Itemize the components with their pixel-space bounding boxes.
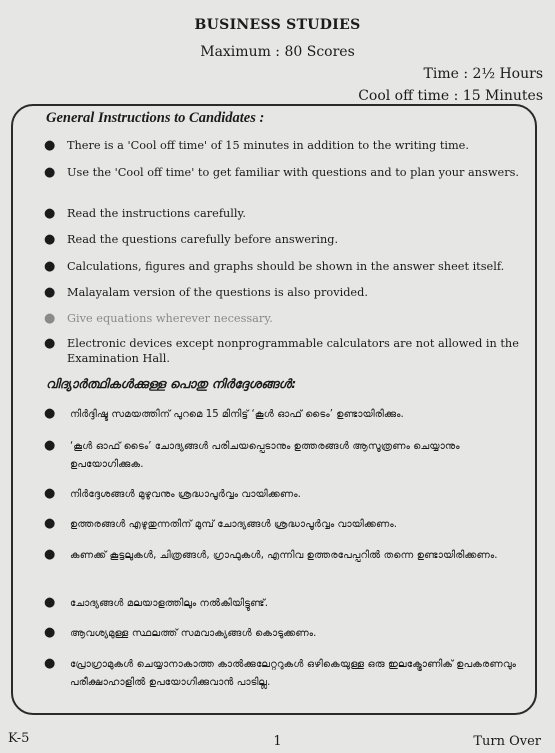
bullet-icon: ●: [44, 232, 56, 247]
malayalam-instructions-heading: വിദ്യാർത്ഥികൾക്കുള്ള പൊതു നിർദ്ദേശങ്ങൾ:: [46, 376, 297, 391]
bullet-icon: ●: [44, 311, 56, 326]
bullet-icon: ●: [44, 206, 56, 221]
subject-title: BUSINESS STUDIES: [194, 17, 361, 33]
bullet-icon: ●: [44, 138, 56, 153]
instructions-heading: General Instructions to Candidates :: [46, 110, 265, 126]
paper-code: K-5: [8, 731, 30, 746]
bullet-icon: ●: [44, 165, 56, 180]
bullet-icon: ●: [44, 547, 56, 562]
bullet-icon: ●: [44, 486, 56, 501]
turn-over-label: Turn Over: [473, 734, 541, 749]
exam-time: Time : 2½ Hours: [423, 66, 543, 82]
cool-off-time: Cool off time : 15 Minutes: [358, 88, 543, 104]
bullet-icon: ●: [44, 285, 56, 300]
bullet-icon: ●: [44, 259, 56, 274]
bullet-icon: ●: [44, 438, 56, 453]
bullet-icon: ●: [44, 625, 56, 640]
bullet-icon: ●: [44, 406, 56, 421]
page-number: 1: [273, 734, 282, 749]
bullet-icon: ●: [44, 595, 56, 610]
bullet-icon: ●: [44, 336, 56, 351]
bullet-icon: ●: [44, 516, 56, 531]
maximum-scores: Maximum : 80 Scores: [200, 44, 355, 60]
bullet-icon: ●: [44, 656, 56, 671]
